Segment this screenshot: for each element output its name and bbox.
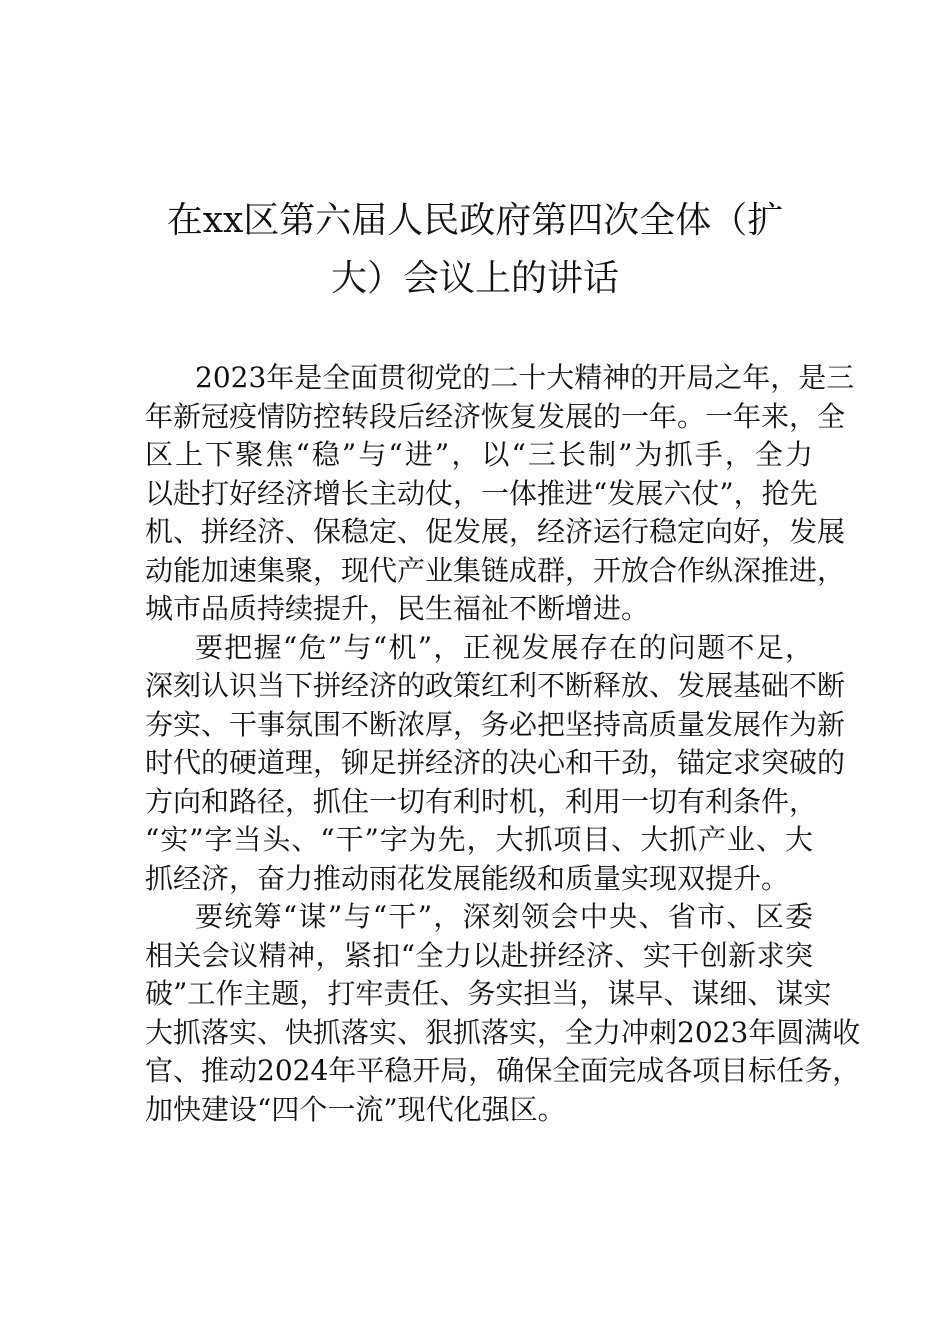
text-line: 抓经济，奋力推动雨花发展能级和质量实现双提升。 xyxy=(145,861,790,895)
text-line: 官、推动2024年平稳开局，确保全面完成各项目标任务， xyxy=(145,1054,861,1087)
text-line: 以赴打好经济增长主动仗，一体推进“发展六仗”，抢先 xyxy=(145,476,818,510)
text-line: “实”字当头、“干”字为先，大抓项目、大抓产业、大 xyxy=(145,823,813,856)
text-line: 相关会议精神，紧扣“全力以赴拼经济、实干创新求突 xyxy=(145,938,813,972)
document-body xyxy=(145,359,861,1129)
paragraph-2 xyxy=(145,629,846,899)
text-line: 时代的硬道理，铆足拼经济的决心和干劲，锚定求突破的 xyxy=(145,746,846,779)
text-line: 区上下聚焦“稳”与“进”，以“三长制”为抓手，全力 xyxy=(145,438,813,471)
text-line: 机、拼经济、保稳定、促发展，经济运行稳定向好，发展 xyxy=(145,515,846,548)
title-line: 在xx区第六届人民政府第四次全体（扩 xyxy=(166,200,784,241)
text-line: 大抓落实、快抓落实、狠抓落实，全力冲刺2023年圆满收 xyxy=(145,1015,861,1049)
text-line: 要统筹“谋”与“干”，深刻领会中央、省市、区委 xyxy=(195,900,813,933)
text-line: 夯实、干事氛围不断浓厚，务必把坚持高质量发展作为新 xyxy=(145,707,846,741)
paragraph-3 xyxy=(145,898,861,1129)
document-title xyxy=(120,192,830,308)
paragraph-1 xyxy=(145,359,855,629)
text-line: 年新冠疫情防控转段后经济恢复发展的一年。一年来，全 xyxy=(145,399,846,433)
text-line: 方向和路径，抓住一切有利时机，利用一切有利条件， xyxy=(145,784,818,818)
text-line: 破”工作主题，打牢责任、务实担当，谋早、谋细、谋实 xyxy=(145,977,832,1010)
text-line: 加快建设“四个一流”现代化强区。 xyxy=(145,1092,566,1126)
text-line: 动能加速集聚，现代产业集链成群，开放合作纵深推进， xyxy=(145,553,846,587)
title-line: 大）会议上的讲话 xyxy=(330,258,619,299)
text-line: 深刻认识当下拼经济的政策红利不断释放、发展基础不断 xyxy=(145,669,846,702)
text-line: 城市品质持续提升，民生福祉不断增进。 xyxy=(145,592,650,625)
text-line: 要把握“危”与“机”，正视发展存在的问题不足， xyxy=(195,630,813,664)
text-line: 2023年是全面贯彻党的二十大精神的开局之年，是三 xyxy=(195,361,855,394)
